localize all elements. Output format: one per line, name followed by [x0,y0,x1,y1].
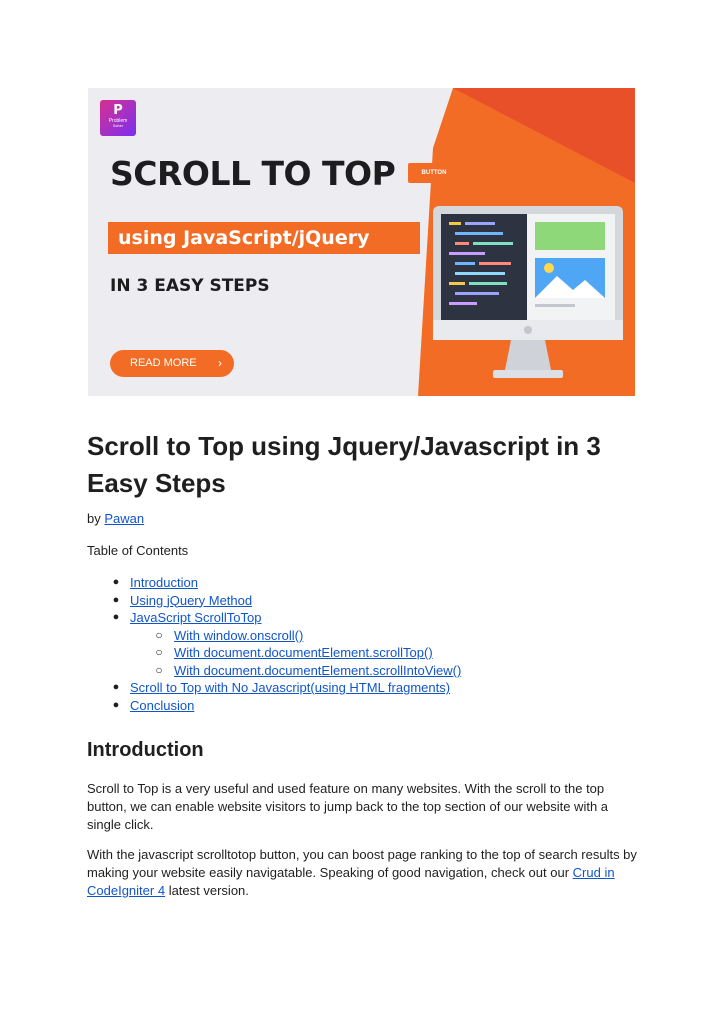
bullet: ● [112,576,120,588]
bullet: ● [112,593,120,606]
byline-prefix: by [87,511,101,526]
bullet: ○ [155,627,163,642]
bullet: ● [112,611,120,623]
intro-paragraph-1: Scroll to Top is a very useful and used feature on many websites. With the scroll to the top button, we can enable website visitors to jump back to the top section of our website with a single click. [87,781,609,832]
toc-heading: Table of Contents [87,543,189,558]
toc-link[interactable]: Introduction [130,575,198,590]
banner-subtitle: using JavaScript/jQuery [108,222,420,254]
section-heading-introduction: Introduction [87,739,204,761]
toc-link[interactable]: JavaScript ScrollToTop [130,610,262,625]
bullet: ● [112,698,120,711]
logo-sub: Solver [113,124,123,128]
read-more-button[interactable] [110,350,234,377]
toc-link[interactable]: Using jQuery Method [130,592,253,608]
intro-p2-tail: latest version. [168,883,249,898]
banner-title: SCROLL TO TOP [110,154,396,193]
intro-p2-text: With the javascript scrolltotop button, you can boost page ranking to the top of search results by making your website easily navigatable. Speaking of good navigation, check out our [87,847,637,880]
logo-letter: P [113,103,123,118]
intro-paragraph-2 [87,846,639,900]
toc-link[interactable]: With document.documentElement.scrollTop() [174,645,433,660]
bullet: ○ [155,645,163,659]
author-link[interactable]: Pawan [104,511,145,526]
bullet: ○ [155,662,163,677]
chevron-right-icon: › [218,356,222,370]
monitor-illustration [433,206,623,384]
bullet: ● [112,681,120,693]
toc-link[interactable]: Conclusion [130,697,195,713]
crud-codeigniter-link[interactable]: Crud in CodeIgniter 4 [87,865,615,898]
byline [87,510,144,528]
banner-tag: BUTTON [408,163,460,183]
banner-steps: IN 3 EASY STEPS [110,276,270,296]
toc-link[interactable]: Scroll to Top with No Javascript(using HTML fragments) [130,680,451,695]
hero-banner [88,88,635,396]
article-title: Scroll to Top using Jquery/Javascript in 3 Easy Steps [87,431,601,498]
read-more-label: READ MORE [130,357,197,369]
toc-link[interactable]: With document.documentElement.scrollIntoView() [174,662,462,678]
brand-logo [100,100,136,136]
logo-name: Problem [108,118,128,124]
toc-link[interactable]: With window.onscroll() [174,627,304,643]
